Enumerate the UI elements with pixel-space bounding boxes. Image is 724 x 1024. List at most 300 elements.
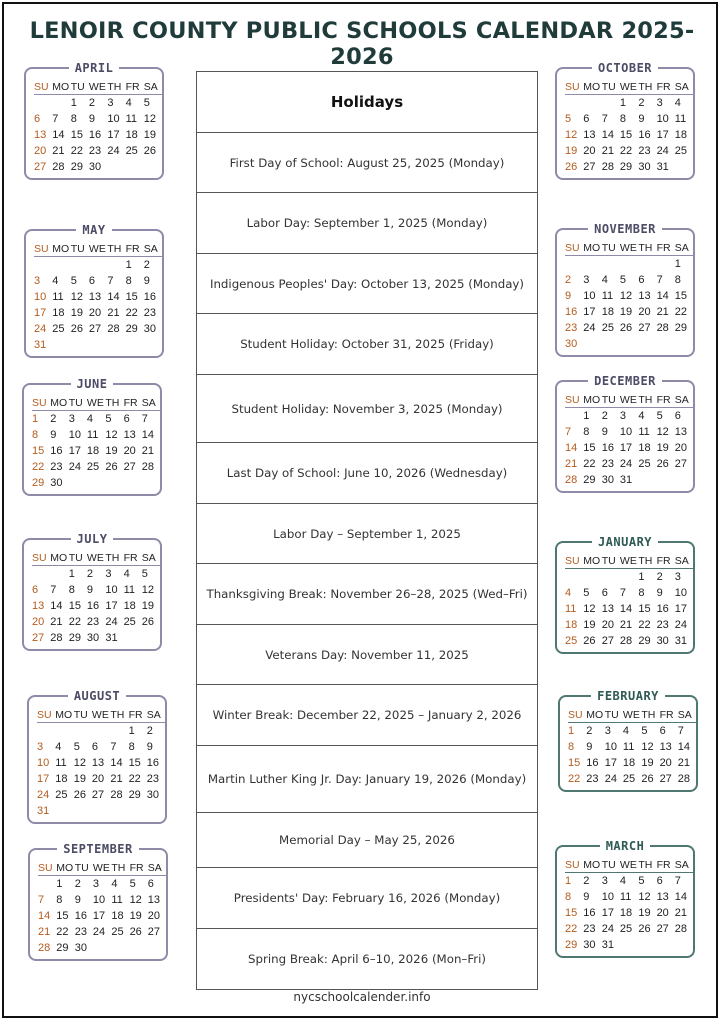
day-cell: 13 [583, 129, 596, 141]
day-cell: 19 [73, 773, 86, 785]
day-cell: 3 [619, 410, 627, 422]
day-cell: 27 [638, 322, 651, 334]
day-cell: 22 [32, 461, 45, 473]
day-cell: 10 [601, 891, 614, 903]
day-cell: 2 [86, 568, 94, 580]
day-cell: 11 [125, 113, 137, 125]
day-cell: 13 [34, 129, 47, 141]
weekday-header: MO [52, 242, 70, 255]
holiday-row: Labor Day: September 1, 2025 (Monday) [197, 192, 537, 253]
day-cell: 9 [586, 741, 593, 753]
calendar-may [24, 223, 164, 358]
day-cell: 20 [34, 145, 47, 157]
day-cell: 19 [638, 907, 651, 919]
day-cell: 27 [32, 632, 45, 644]
weekday-header: SA [675, 240, 693, 256]
day-cell: 24 [34, 323, 47, 335]
weekday-header: TH [638, 79, 656, 95]
day-cell: 25 [619, 923, 633, 935]
day-cell: 9 [565, 290, 572, 302]
weekday-header: FR [124, 550, 142, 566]
day-cell: 11 [86, 429, 99, 441]
day-cell: 7 [107, 275, 114, 287]
day-cell: 29 [125, 323, 138, 335]
day-cell: 14 [601, 129, 614, 141]
day-cell: 1 [674, 258, 681, 270]
empty-cell [74, 803, 92, 819]
weekday-header: SA [144, 241, 162, 257]
day-cell: 17 [34, 307, 47, 319]
empty-cell [69, 475, 87, 491]
weekday-header: FR [657, 240, 675, 256]
day-cell: 29 [32, 477, 45, 489]
empty-cell [107, 159, 125, 175]
empty-cell [602, 569, 620, 586]
empty-cell [565, 569, 583, 586]
day-cell: 8 [674, 274, 681, 286]
day-cell: 22 [70, 145, 83, 157]
month-name-wrap [557, 533, 693, 551]
day-cell: 13 [659, 741, 672, 753]
holiday-row: Presidents' Day: February 16, 2026 (Monday) [197, 867, 537, 928]
holiday-row: Winter Break: December 22, 2025 – January 2, 2026 [197, 684, 537, 745]
month-name: JUNE [71, 377, 114, 391]
day-cell: 7 [619, 587, 627, 599]
day-cell: 24 [37, 789, 50, 801]
day-cell: 18 [111, 910, 124, 922]
weekday-header: TU [69, 395, 87, 411]
day-cell: 25 [55, 789, 68, 801]
empty-cell [55, 723, 73, 740]
weekday-header: FR [657, 79, 675, 95]
empty-cell [130, 940, 148, 956]
day-cell: 4 [638, 410, 645, 422]
day-cell: 23 [638, 145, 651, 157]
holidays-table [196, 71, 538, 990]
empty-cell [34, 257, 52, 274]
day-cell: 10 [37, 757, 50, 769]
day-cell: 27 [123, 461, 136, 473]
weekday-header: SU [565, 79, 583, 95]
weekday-header: TU [602, 79, 620, 95]
day-cell: 11 [123, 584, 135, 596]
day-cell: 22 [583, 458, 596, 470]
day-cell: 15 [565, 907, 578, 919]
day-cell: 23 [50, 461, 63, 473]
calendar-december [555, 374, 695, 493]
day-cell: 29 [68, 632, 81, 644]
day-cell: 5 [141, 568, 148, 580]
day-cell: 26 [583, 635, 596, 647]
day-cell: 17 [37, 773, 50, 785]
month-name: MARCH [600, 839, 651, 853]
day-cell: 27 [674, 458, 688, 470]
day-cell: 29 [619, 161, 633, 173]
day-cell: 1 [638, 571, 645, 583]
day-cell: 22 [56, 926, 69, 938]
weekday-header: TU [71, 79, 89, 95]
day-cell: 3 [34, 275, 41, 287]
empty-cell [92, 803, 110, 819]
month-name-wrap [557, 837, 693, 855]
day-cell: 21 [677, 757, 691, 769]
holiday-row: Memorial Day – May 25, 2026 [197, 812, 537, 867]
day-cell: 9 [88, 113, 96, 125]
day-cell: 31 [656, 161, 669, 173]
month-name: AUGUST [68, 689, 126, 703]
weekday-header: FR [657, 553, 675, 569]
weekday-header: SU [38, 860, 56, 876]
day-cell: 23 [601, 458, 614, 470]
day-cell: 4 [622, 725, 630, 737]
day-cell: 20 [91, 773, 105, 785]
calendar-january [555, 535, 695, 654]
weekday-header: TH [641, 707, 659, 723]
day-cell: 7 [656, 274, 663, 286]
day-cell: 15 [68, 600, 81, 612]
day-cell: 17 [601, 907, 614, 919]
day-cell: 26 [129, 926, 142, 938]
day-cell: 10 [674, 587, 688, 599]
day-cell: 12 [143, 113, 157, 125]
day-cell: 28 [141, 461, 155, 473]
day-cell: 11 [565, 603, 577, 615]
day-cell: 12 [638, 891, 651, 903]
day-cell: 16 [586, 757, 599, 769]
day-cell: 8 [565, 891, 572, 903]
month-grid [32, 395, 160, 491]
day-cell: 13 [674, 426, 688, 438]
weekday-header: WE [91, 708, 109, 721]
weekday-header: TU [74, 707, 92, 723]
month-name: JULY [71, 532, 114, 546]
day-cell: 18 [55, 773, 68, 785]
empty-cell [89, 257, 107, 274]
day-cell: 11 [622, 741, 635, 753]
day-cell: 2 [638, 97, 645, 109]
empty-cell [74, 723, 92, 740]
day-cell: 19 [143, 129, 157, 141]
empty-cell [52, 337, 70, 353]
weekday-header: WE [622, 708, 640, 721]
day-cell: 11 [111, 894, 123, 906]
day-cell: 9 [74, 894, 81, 906]
day-cell: 5 [73, 741, 80, 753]
day-cell: 8 [68, 584, 75, 596]
day-cell: 3 [583, 274, 590, 286]
day-cell: 14 [619, 603, 633, 615]
day-cell: 20 [601, 619, 614, 631]
day-cell: 10 [92, 894, 106, 906]
day-cell: 24 [92, 926, 106, 938]
day-cell: 25 [622, 773, 636, 785]
day-cell: 19 [641, 757, 654, 769]
day-cell: 8 [70, 113, 77, 125]
day-cell: 15 [583, 442, 596, 454]
day-cell: 12 [141, 584, 155, 596]
weekday-header: FR [126, 241, 144, 257]
day-cell: 6 [123, 413, 130, 425]
day-cell: 19 [129, 910, 142, 922]
weekday-header: SU [565, 553, 583, 569]
weekday-header: MO [583, 554, 601, 567]
day-cell: 17 [674, 603, 688, 615]
day-cell: 2 [586, 725, 593, 737]
holiday-row: Veterans Day: November 11, 2025 [197, 624, 537, 684]
day-cell: 27 [147, 926, 161, 938]
empty-cell [602, 95, 620, 112]
day-cell: 15 [674, 290, 688, 302]
day-cell: 19 [565, 145, 578, 157]
calendar-october [555, 61, 695, 180]
day-cell: 16 [583, 907, 596, 919]
weekday-header: TH [111, 860, 129, 876]
weekday-header: TH [638, 392, 656, 408]
weekday-header: TH [105, 550, 123, 566]
month-grid [37, 707, 165, 819]
empty-cell [657, 256, 675, 273]
day-cell: 14 [50, 600, 63, 612]
day-cell: 25 [111, 926, 124, 938]
day-cell: 4 [619, 875, 627, 887]
empty-cell [110, 723, 128, 740]
weekday-header: TH [638, 857, 656, 873]
day-cell: 24 [674, 619, 688, 631]
month-grid [34, 79, 162, 175]
day-cell: 24 [601, 923, 614, 935]
day-cell: 9 [601, 426, 608, 438]
day-cell: 2 [146, 725, 153, 737]
empty-cell [142, 475, 160, 491]
day-cell: 29 [583, 474, 596, 486]
calendar-september [28, 842, 168, 961]
holiday-row: Spring Break: April 6–10, 2026 (Mon–Fri) [197, 928, 537, 989]
day-cell: 18 [638, 442, 651, 454]
day-cell: 27 [583, 161, 596, 173]
weekday-header: SA [144, 79, 162, 95]
day-cell: 26 [619, 322, 633, 334]
month-name-wrap [557, 372, 693, 390]
weekday-header: MO [50, 551, 68, 564]
holiday-row: Indigenous Peoples' Day: October 13, 2025 (Monday) [197, 253, 537, 313]
day-cell: 17 [105, 600, 118, 612]
day-cell: 6 [583, 113, 590, 125]
day-cell: 31 [105, 632, 118, 644]
holiday-row: First Day of School: August 25, 2025 (Monday) [197, 132, 537, 192]
empty-cell [657, 472, 675, 488]
day-cell: 11 [601, 290, 614, 302]
day-cell: 15 [128, 757, 141, 769]
month-name-wrap [26, 59, 162, 77]
day-cell: 26 [105, 461, 118, 473]
day-cell: 5 [143, 97, 150, 109]
day-cell: 3 [68, 413, 75, 425]
empty-cell [638, 336, 656, 352]
day-cell: 6 [659, 725, 666, 737]
weekday-header: WE [619, 858, 637, 871]
weekday-header: WE [88, 242, 106, 255]
day-cell: 18 [619, 907, 633, 919]
weekday-header: TH [105, 395, 123, 411]
day-cell: 16 [656, 603, 669, 615]
weekday-header: SU [34, 241, 52, 257]
empty-cell [105, 475, 123, 491]
weekday-header: FR [657, 392, 675, 408]
day-cell: 14 [565, 442, 578, 454]
day-cell: 1 [125, 259, 132, 271]
day-cell: 2 [88, 97, 96, 109]
day-cell: 29 [128, 789, 141, 801]
weekday-header: SA [147, 707, 165, 723]
day-cell: 1 [128, 725, 135, 737]
day-cell: 5 [70, 275, 77, 287]
day-cell: 18 [601, 306, 614, 318]
day-cell: 9 [146, 741, 153, 753]
day-cell: 13 [656, 891, 669, 903]
day-cell: 17 [656, 129, 669, 141]
day-cell: 25 [601, 322, 614, 334]
day-cell: 4 [125, 97, 132, 109]
month-grid [565, 553, 693, 649]
day-cell: 15 [619, 129, 633, 141]
holiday-row: Labor Day – September 1, 2025 [197, 503, 537, 563]
empty-cell [583, 569, 601, 586]
day-cell: 5 [656, 410, 663, 422]
calendar-august [27, 689, 167, 824]
day-cell: 12 [129, 894, 142, 906]
day-cell: 16 [86, 600, 100, 612]
day-cell: 10 [656, 113, 669, 125]
empty-cell [675, 159, 693, 175]
day-cell: 23 [86, 616, 100, 628]
day-cell: 6 [674, 410, 681, 422]
month-name-wrap [557, 220, 693, 238]
weekday-header: FR [126, 79, 144, 95]
day-cell: 15 [32, 445, 45, 457]
day-cell: 8 [32, 429, 39, 441]
day-cell: 24 [107, 145, 120, 157]
day-cell: 8 [568, 741, 575, 753]
day-cell: 8 [619, 113, 627, 125]
day-cell: 26 [565, 161, 578, 173]
day-cell: 10 [583, 290, 596, 302]
holiday-row: Thanksgiving Break: November 26–28, 2025 (Wed–Fri) [197, 563, 537, 624]
holidays-header: Holidays [330, 93, 404, 111]
weekday-header: TH [638, 553, 656, 569]
day-cell: 25 [674, 145, 688, 157]
day-cell: 15 [56, 910, 69, 922]
empty-cell [657, 336, 675, 352]
day-cell: 1 [32, 413, 39, 425]
day-cell: 14 [107, 291, 120, 303]
day-cell: 9 [656, 587, 663, 599]
day-cell: 20 [88, 307, 102, 319]
weekday-header: SA [142, 395, 160, 411]
calendar-june [22, 377, 162, 496]
day-cell: 2 [50, 413, 57, 425]
day-cell: 21 [110, 773, 123, 785]
day-cell: 2 [143, 259, 150, 271]
day-cell: 5 [565, 113, 572, 125]
month-name: SEPTEMBER [57, 842, 139, 856]
empty-cell [565, 256, 583, 273]
day-cell: 24 [656, 145, 669, 157]
day-cell: 7 [674, 875, 681, 887]
empty-cell [620, 937, 638, 953]
day-cell: 30 [50, 477, 63, 489]
weekday-header: FR [129, 707, 147, 723]
day-cell: 20 [583, 145, 596, 157]
weekday-header: SU [568, 707, 586, 723]
empty-cell [89, 337, 107, 353]
day-cell: 31 [674, 635, 688, 647]
empty-cell [638, 256, 656, 273]
empty-cell [55, 803, 73, 819]
day-cell: 16 [50, 445, 63, 457]
calendar-november [555, 222, 695, 357]
day-cell: 13 [601, 603, 614, 615]
weekday-header: FR [657, 857, 675, 873]
day-cell: 30 [656, 635, 669, 647]
day-cell: 16 [143, 291, 157, 303]
day-cell: 18 [86, 445, 100, 457]
day-cell: 28 [674, 923, 688, 935]
day-cell: 30 [143, 323, 157, 335]
day-cell: 2 [74, 878, 81, 890]
day-cell: 29 [56, 942, 69, 954]
day-cell: 28 [656, 322, 669, 334]
day-cell: 14 [110, 757, 123, 769]
empty-cell [32, 566, 50, 583]
day-cell: 21 [141, 445, 155, 457]
day-cell: 17 [619, 442, 633, 454]
day-cell: 10 [619, 426, 633, 438]
day-cell: 6 [147, 878, 154, 890]
day-cell: 16 [601, 442, 614, 454]
day-cell: 23 [586, 773, 599, 785]
month-grid [565, 79, 693, 175]
day-cell: 23 [146, 773, 160, 785]
day-cell: 4 [55, 741, 62, 753]
day-cell: 20 [656, 907, 669, 919]
day-cell: 27 [34, 161, 47, 173]
weekday-header: WE [86, 551, 104, 564]
day-cell: 16 [565, 306, 578, 318]
weekday-header: SA [675, 553, 693, 569]
day-cell: 15 [568, 757, 581, 769]
day-cell: 26 [73, 789, 86, 801]
day-cell: 25 [565, 635, 578, 647]
day-cell: 15 [70, 129, 83, 141]
day-cell: 28 [107, 323, 120, 335]
empty-cell [583, 95, 601, 112]
month-name: OCTOBER [592, 61, 658, 75]
day-cell: 30 [601, 474, 614, 486]
empty-cell [602, 336, 620, 352]
day-cell: 2 [565, 274, 572, 286]
weekday-header: FR [124, 395, 142, 411]
holiday-row: Student Holiday: October 31, 2025 (Friday) [197, 313, 537, 374]
empty-cell [126, 337, 144, 353]
day-cell: 21 [107, 307, 120, 319]
day-cell: 6 [638, 274, 645, 286]
day-cell: 12 [583, 603, 596, 615]
weekday-header: MO [586, 708, 604, 721]
day-cell: 31 [37, 805, 50, 817]
day-cell: 23 [656, 619, 669, 631]
day-cell: 1 [565, 875, 572, 887]
month-grid [565, 240, 693, 352]
